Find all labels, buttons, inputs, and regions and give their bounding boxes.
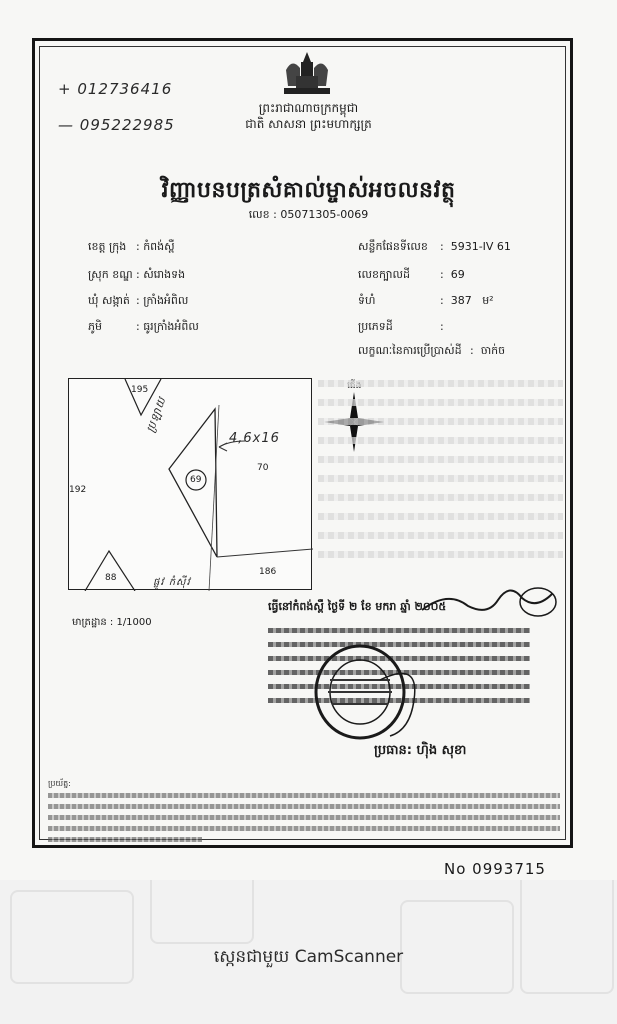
- field-district-label: ស្រុក ខណ្ឌ: [88, 268, 133, 281]
- field-parcel-number-value: : 69: [440, 268, 465, 281]
- banner-decoration: [150, 880, 254, 944]
- signatory-name: ប្រធាន: ហ៊ិង សុខា: [374, 743, 467, 758]
- field-land-use-value: : ចាក់ច: [470, 344, 506, 357]
- field-commune-value: : ក្រាំងអំពិល: [136, 294, 189, 307]
- field-village-value: : ធូរក្រាំងអំពិល: [136, 320, 199, 333]
- field-map-sheet-value: : 5931-IV 61: [440, 240, 511, 253]
- serial-number: No 0993715: [444, 860, 546, 878]
- parcel-70: 70: [257, 463, 269, 473]
- field-map-sheet-label: សន្លឹកផែនទីលេខ: [358, 240, 428, 253]
- parcel-map-lines: [69, 379, 313, 591]
- field-area-label: ទំហំ: [358, 294, 376, 307]
- parcel-88: 88: [105, 573, 117, 583]
- field-land-type-value: :: [440, 320, 444, 333]
- field-land-type-label: ប្រភេទដី: [358, 320, 393, 333]
- handwritten-canal-label: ប្រឡាយ: [143, 394, 169, 435]
- parcel-192: 192: [69, 485, 87, 495]
- banner-decoration: [520, 880, 614, 994]
- handwritten-phone-1: + 012736416: [58, 80, 173, 98]
- map-scale: មាត្រដ្ឋាន : 1/1000: [72, 617, 152, 628]
- field-province-label: ខេត្ត ក្រុង: [88, 240, 127, 253]
- parcel-195: 195: [131, 385, 149, 395]
- royal-emblem-icon: [278, 50, 336, 98]
- field-parcel-number-label: លេខក្បាលដី: [358, 268, 410, 281]
- field-province-value: : កំពង់ស្ពឺ: [136, 240, 175, 253]
- parcel-69: 69: [190, 475, 202, 485]
- document-title: វិញ្ញាបនបត្រសំគាល់ម្ចាស់អចលនវត្ថុ: [161, 178, 456, 203]
- motto-heading: ជាតិ សាសនា ព្រះមហាក្សត្រ: [245, 117, 372, 131]
- field-area-value: : 387 ម²: [440, 294, 494, 307]
- field-commune-label: ឃុំ សង្កាត់: [88, 294, 130, 307]
- handwritten-dimension-note: 4,6x16: [229, 431, 280, 446]
- kingdom-heading: ព្រះរាជាណាចក្រកម្ពុជា: [258, 101, 359, 115]
- handwritten-phone-2: — 095222985: [58, 116, 175, 134]
- parcel-map: [68, 378, 312, 590]
- parcel-186: 186: [259, 567, 277, 577]
- handwritten-road-label: ផ្លូវ កំស៊ីវ: [153, 577, 191, 588]
- faded-background-text: [318, 380, 563, 590]
- footer-disclaimer: ប្រយ័ត្ន:: [48, 778, 560, 848]
- camscanner-watermark-text: ស្កេនជាមួយ CamScanner: [213, 947, 404, 967]
- field-land-use-label: លក្ខណៈនៃការប្រើប្រាស់ដី: [358, 344, 462, 357]
- official-seal-stamp-icon: [310, 640, 430, 750]
- certificate-number: លេខ : 05071305-0069: [248, 208, 369, 221]
- issue-date-line: ធ្វើនៅកំពង់ស្ពឺ ថ្ងៃទី ២ ខែ មករា ឆ្នាំ ២០០៥: [268, 600, 447, 613]
- handwritten-signature-icon: [418, 580, 558, 620]
- field-district-value: : សំរោងទង: [136, 268, 186, 281]
- field-village-label: ភូមិ: [88, 320, 102, 333]
